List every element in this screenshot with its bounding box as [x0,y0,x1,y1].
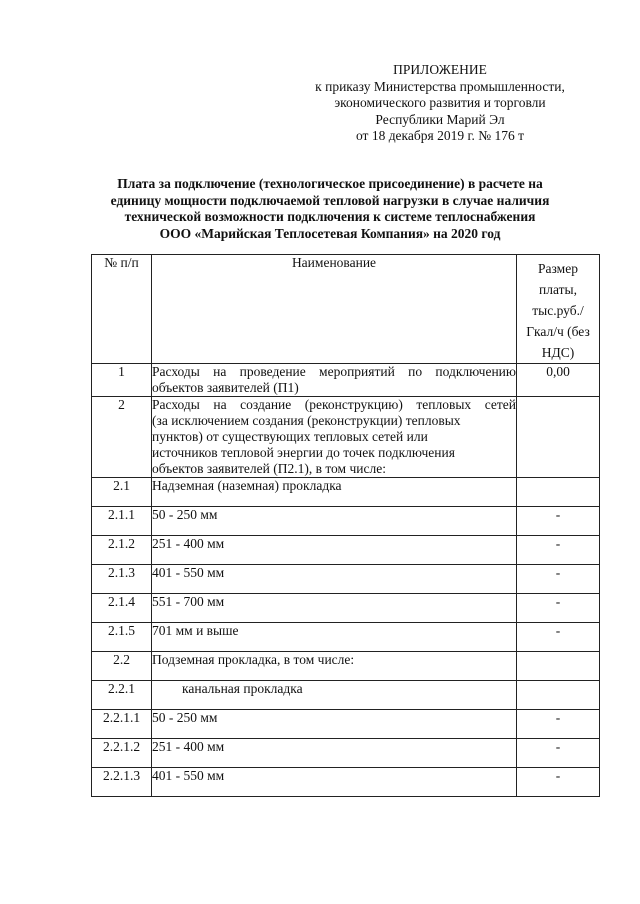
row-name: 551 - 700 мм [152,594,517,623]
table-row [92,681,600,710]
header-fee-line: тыс.руб./ [532,303,584,318]
appendix-heading: ПРИЛОЖЕНИЕ [393,62,487,77]
row-value: - [517,710,600,739]
header-num: № п/п [92,255,152,364]
row-value: - [517,536,600,565]
row-num: 2.1.1 [92,507,152,536]
row-num: 2.2.1 [92,681,152,710]
row-name-line: объектов заявителей (П1) [152,380,299,395]
table-row [92,594,600,623]
row-value: - [517,739,600,768]
row-name-line: Расходы на создание (реконструкцию) тепловых сетей [152,397,516,412]
row-value: - [517,768,600,797]
row-value [517,397,600,478]
row-value: - [517,594,600,623]
row-num: 2.2.1.1 [92,710,152,739]
appendix-line: Республики Марий Эл [375,111,505,127]
header-fee-line: Размер [538,261,578,276]
header-fee-line: НДС) [541,345,575,360]
appendix-block [290,62,590,145]
header-fee-line: платы, [539,282,577,297]
table-row [92,623,600,652]
table-row [92,768,600,797]
row-name: 251 - 400 мм [152,536,517,565]
appendix-line: к приказу Министерства промышленности, [315,78,565,94]
row-num: 2.1 [92,478,152,507]
row-num: 2 [92,397,152,478]
row-num: 2.1.3 [92,565,152,594]
table-row [92,478,600,507]
row-name: канальная прокладка [152,681,517,710]
table-row [92,652,600,681]
row-value [517,652,600,681]
appendix-line: от 18 декабря 2019 г. № 176 т [355,128,525,143]
header-fee-line: Гкал/ч (без [526,324,590,339]
row-value: - [517,565,600,594]
row-name-line: источников тепловой энергии до точек подключения [152,445,455,460]
row-value [517,681,600,710]
table-header-row [92,255,600,364]
document-title [70,176,590,242]
row-name [152,397,517,478]
table-row [92,364,600,397]
header-fee [517,255,600,364]
title-line: Плата за подключение (технологическое присоединение) в расчете на [117,176,543,191]
row-num: 1 [92,364,152,397]
row-name: 401 - 550 мм [152,565,517,594]
row-num: 2.2.1.2 [92,739,152,768]
table-row [92,710,600,739]
row-num: 2.1.2 [92,536,152,565]
table-row [92,565,600,594]
title-line: технической возможности подключения к системе теплоснабжения [124,209,536,224]
row-value: - [517,623,600,652]
row-name: Надземная (наземная) прокладка [152,478,517,507]
appendix-line: экономического развития и торговли [334,95,546,110]
row-name-line: (за исключением создания (реконструкции) тепловых [152,413,461,428]
row-name-line: объектов заявителей (П2.1), в том числе: [152,461,386,476]
row-name: 50 - 250 мм [152,710,517,739]
table-row [92,397,600,478]
fee-table [91,254,600,797]
row-num: 2.2.1.3 [92,768,152,797]
row-value: - [517,507,600,536]
row-num: 2.2 [92,652,152,681]
table-row [92,507,600,536]
table-row [92,739,600,768]
row-name: 251 - 400 мм [152,739,517,768]
header-name: Наименование [152,255,517,364]
row-value [517,478,600,507]
row-name: 701 мм и выше [152,623,517,652]
table-row [92,536,600,565]
row-name: Подземная прокладка, в том числе: [152,652,517,681]
row-num: 2.1.5 [92,623,152,652]
row-value: 0,00 [517,364,600,397]
row-name-line: пунктов) от существующих тепловых сетей или [152,429,428,444]
row-name: 401 - 550 мм [152,768,517,797]
row-name [152,364,517,397]
row-num: 2.1.4 [92,594,152,623]
title-line: ООО «Марийская Теплосетевая Компания» на 2020 год [159,225,501,241]
row-name-line: Расходы на проведение мероприятий по подключению [152,364,516,379]
row-name: 50 - 250 мм [152,507,517,536]
title-line: единицу мощности подключаемой тепловой нагрузки в случае наличия [110,192,550,208]
